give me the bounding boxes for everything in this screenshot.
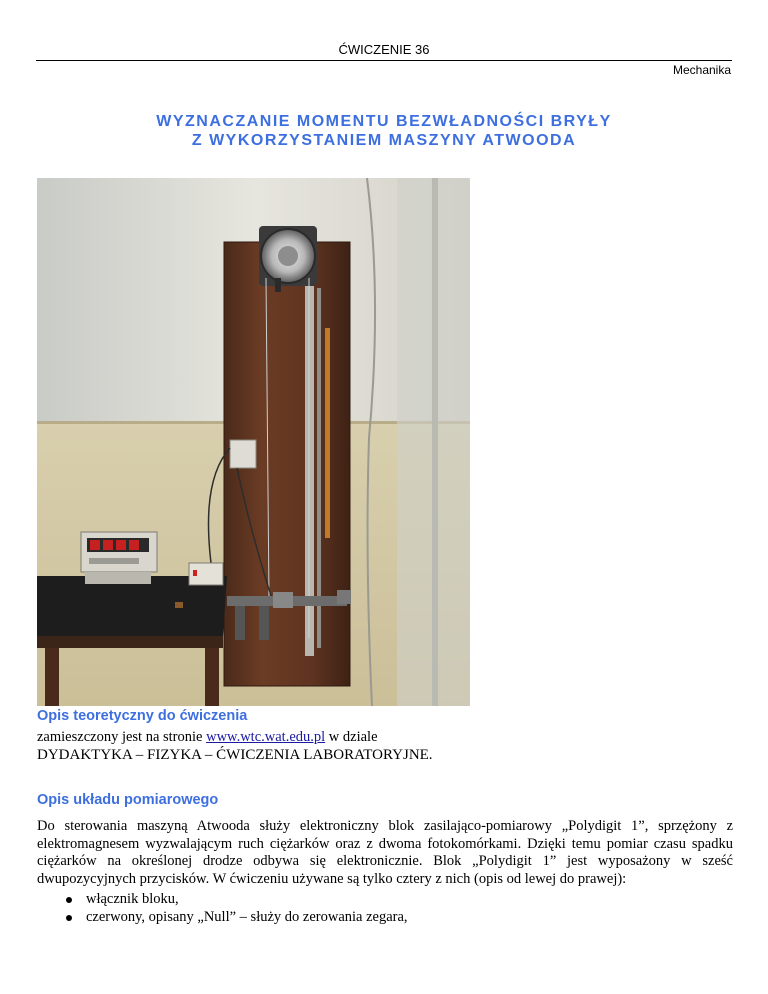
header-divider bbox=[36, 60, 732, 61]
page-header-section: Mechanika bbox=[672, 63, 731, 77]
theory-line-1 bbox=[37, 728, 378, 746]
wtc-website-link[interactable]: www.wtc.wat.edu.pl bbox=[206, 729, 326, 745]
document-title-line-1: WYZNACZANIE MOMENTU BEZWŁADNOŚCI BRYŁY bbox=[156, 113, 612, 130]
atwood-machine-photo bbox=[37, 178, 470, 706]
setup-heading: Opis układu pomiarowego bbox=[37, 792, 219, 808]
list-item-text: włącznik bloku, bbox=[86, 891, 179, 907]
list-item bbox=[86, 909, 408, 926]
bullet-dot-icon bbox=[66, 915, 72, 921]
document-title bbox=[0, 112, 768, 150]
bullet-dot-icon bbox=[66, 897, 72, 903]
theory-line-1-suffix: w dziale bbox=[325, 729, 378, 745]
theory-line-1-prefix: zamieszczony jest na stronie bbox=[37, 729, 207, 745]
theory-line-2: DYDAKTYKA – FIZYKA – ĆWICZENIA LABORATORYJNE. bbox=[37, 747, 433, 763]
page-header-title: ĆWICZENIE 36 bbox=[338, 42, 430, 57]
document-title-line-2: Z WYKORZYSTANIEM MASZYNY ATWOODA bbox=[191, 132, 577, 149]
atwood-machine-illustration bbox=[37, 178, 470, 706]
list-item-text: czerwony, opisany „Null” – służy do zerowania zegara, bbox=[86, 909, 408, 925]
list-item bbox=[86, 891, 179, 908]
setup-paragraph: Do sterowania maszyną Atwooda służy elektroniczny blok zasilająco-pomiarowy „Polydigit 1”, sprzężony z elektromagnesem wyzwalającym ruch ciężarków oraz z dwoma fotokomórkami. Dzięki temu pomiar czasu spadku ciężarków na określonej drodze odbywa się elektronicznie. Blok „Polydigit 1” jest wyposażony w sześć dwupozycyjnych przycisków. W ćwiczeniu używane są tylko cztery z nich (opis od lewej do prawej): bbox=[37, 818, 733, 887]
theory-heading: Opis teoretyczny do ćwiczenia bbox=[37, 708, 248, 724]
